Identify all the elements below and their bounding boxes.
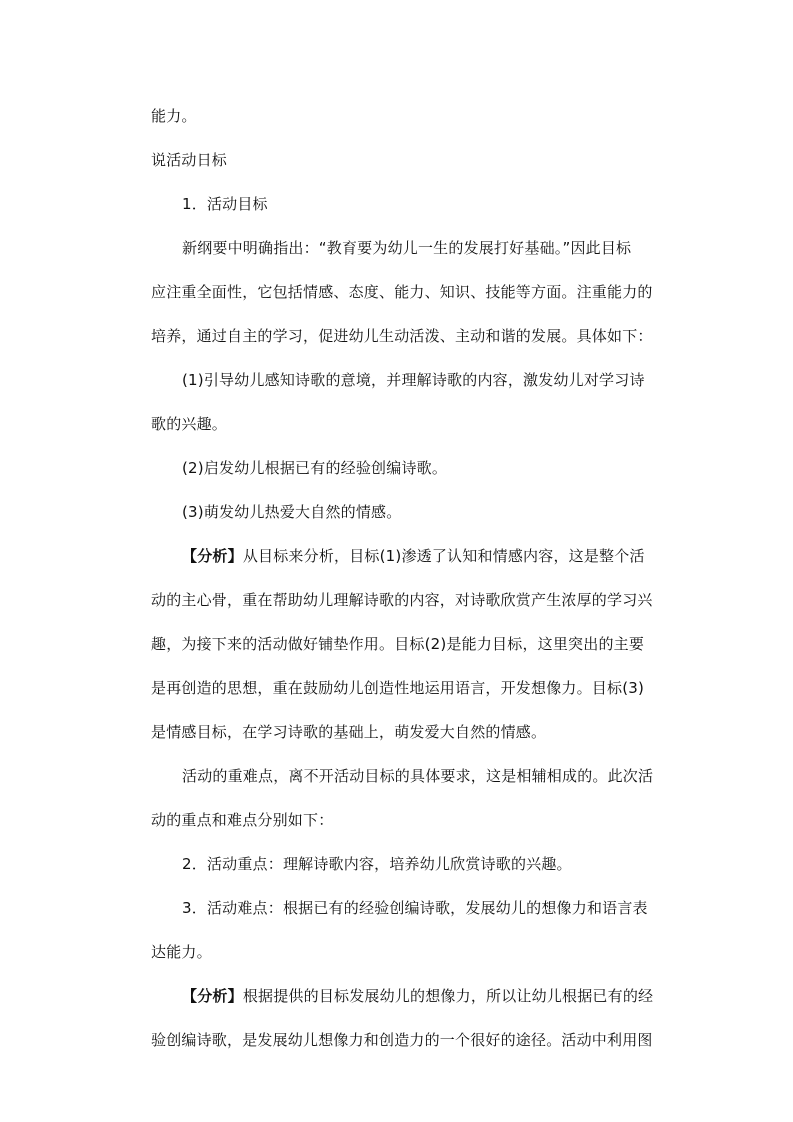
text-line: 能力。 — [151, 107, 197, 125]
subheading: 1．活动目标 — [182, 195, 268, 213]
text-line: 新纲要中明确指出：“教育要为幼儿一生的发展打好基础。”因此目标 — [182, 239, 632, 257]
text-line: 是情感目标，在学习诗歌的基础上，萌发爱大自然的情感。 — [151, 723, 547, 741]
subheading: 2．活动重点：理解诗歌内容，培养幼儿欣赏诗歌的兴趣。 — [182, 855, 572, 873]
text-line: 达能力。 — [151, 943, 212, 961]
analysis-label: 【分析】 — [182, 547, 243, 565]
analysis-label: 【分析】 — [182, 987, 243, 1005]
analysis-text: 根据提供的目标发展幼儿的想像力，所以让幼儿根据已有的经 — [242, 987, 654, 1005]
subheading: 3．活动难点：根据已有的经验创编诗歌，发展幼儿的想像力和语言表 — [182, 899, 648, 917]
text-line: 动的重点和难点分别如下： — [151, 811, 334, 829]
text-line — [182, 986, 712, 1006]
text-line — [182, 546, 712, 566]
text-line: 活动的重难点，离不开活动目标的具体要求，这是相辅相成的。此次活 — [182, 767, 654, 785]
analysis-text: 从目标来分析，目标(1)渗透了认知和情感内容，这是整个活 — [242, 547, 645, 565]
text-line: 歌的兴趣。 — [151, 415, 228, 433]
text-line: 是再创造的思想，重在鼓励幼儿创造性地运用语言，开发想像力。目标(3) — [151, 679, 645, 697]
text-line: 验创编诗歌，是发展幼儿想像力和创造力的一个很好的途径。活动中利用图 — [151, 1031, 653, 1049]
list-item: (2)启发幼儿根据已有的经验创编诗歌。 — [182, 459, 448, 477]
text-line: 应注重全面性，它包括情感、态度、能力、知识、技能等方面。注重能力的 — [151, 283, 653, 301]
section-heading: 说活动日标 — [151, 151, 228, 169]
text-line: 趣，为接下来的活动做好铺垫作用。目标(2)是能力目标，这里突出的主要 — [151, 635, 645, 653]
text-line: 动的主心骨，重在帮助幼儿理解诗歌的内容，对诗歌欣赏产生浓厚的学习兴 — [151, 591, 653, 609]
list-item: (1)引导幼儿感知诗歌的意境，并理解诗歌的内容，激发幼儿对学习诗 — [182, 371, 645, 389]
text-line: 培养，通过自主的学习，促进幼儿生动活泼、主动和谐的发展。具体如下： — [151, 327, 653, 345]
list-item: (3)萌发幼儿热爱大自然的情感。 — [182, 503, 402, 521]
